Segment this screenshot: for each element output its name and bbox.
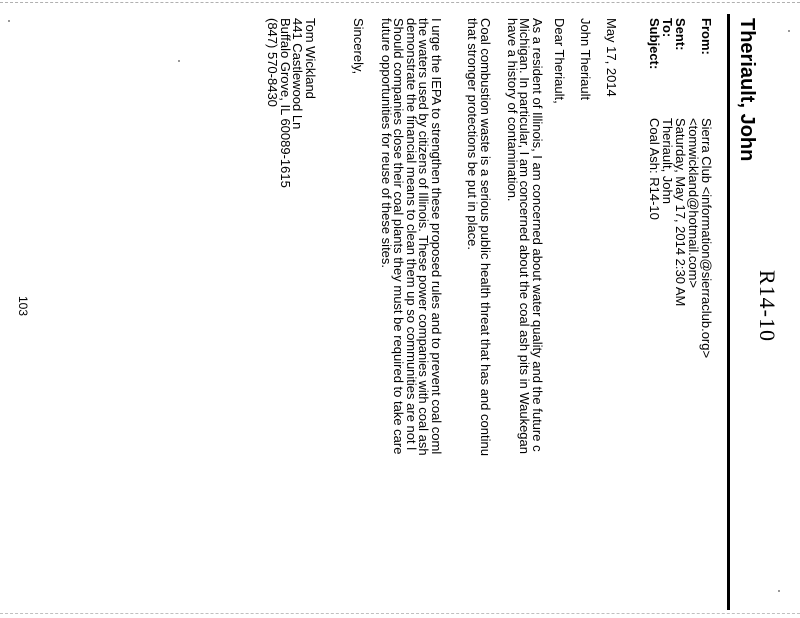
letter-date: May 17, 2014 xyxy=(604,18,619,97)
paragraph-line: As a resident of Illinois, I am concerned about water quality and the future c xyxy=(530,18,545,452)
header-rule xyxy=(727,14,730,610)
paragraph-line: Should companies close their coal plants they must be required to take care xyxy=(391,18,407,455)
header-value: <tomwickland@hotmail.com> xyxy=(686,118,701,288)
header-value: Theriault, John xyxy=(660,118,675,204)
body-paragraph xyxy=(505,18,543,618)
scan-speck xyxy=(778,590,780,592)
scan-speck xyxy=(8,20,10,22)
header-label: Sent: xyxy=(673,18,688,51)
paragraph-line: have a history of contamination. xyxy=(504,18,520,202)
paragraph-line: demonstrate the financial means to clean them up so communities are not l xyxy=(403,18,419,451)
scan-speck xyxy=(788,30,790,32)
letter-salutation: Dear Theriault, xyxy=(552,18,567,104)
paragraph-line: the waters used by citizens of Illinois. These power companies with coal ash xyxy=(416,18,432,456)
case-number: R14-10 xyxy=(755,270,780,342)
scan-edge-left xyxy=(0,2,800,3)
letter-recipient: John Theriault xyxy=(578,18,593,101)
body-paragraph xyxy=(466,18,491,618)
paragraph-line: future opportunities for reuse of these sites. xyxy=(378,18,394,269)
header-value: Saturday, May 17, 2014 2:30 AM xyxy=(673,118,688,307)
paragraph-line: I urge the IEPA to strengthen these proposed rules and to prevent coal coml xyxy=(429,18,444,455)
header-value: Sierra Club <information@sierraclub.org> xyxy=(699,118,714,359)
signature-line: Tom Wickland xyxy=(303,18,318,99)
header-label: From: xyxy=(699,18,714,55)
signature-line: 441 Castlewood Ln xyxy=(290,18,306,130)
signature-line: Buffalo Grove, IL 60089-1615 xyxy=(277,18,293,188)
paragraph-line: Michigan. In particular, I am concerned about the coal ash pits in Waukegan xyxy=(517,18,533,454)
header-label: To: xyxy=(660,18,675,38)
letter-closing: Sincerely, xyxy=(351,18,366,75)
body-paragraph xyxy=(379,18,442,618)
paragraph-line: Coal combustion waste is a serious public health threat that has and continu xyxy=(478,18,493,456)
header-value: Coal Ash: R14-10 xyxy=(647,118,662,220)
paragraph-line: that stronger protections be put in place. xyxy=(465,18,481,250)
sender-name: Theriault, John xyxy=(736,18,758,162)
signature-block xyxy=(266,18,316,618)
scan-speck xyxy=(178,60,180,62)
page-number: 103 xyxy=(16,296,30,317)
header-subject xyxy=(646,18,662,618)
signature-line: (847) 570-8430 xyxy=(265,18,281,107)
header-label: Subject: xyxy=(647,18,662,70)
